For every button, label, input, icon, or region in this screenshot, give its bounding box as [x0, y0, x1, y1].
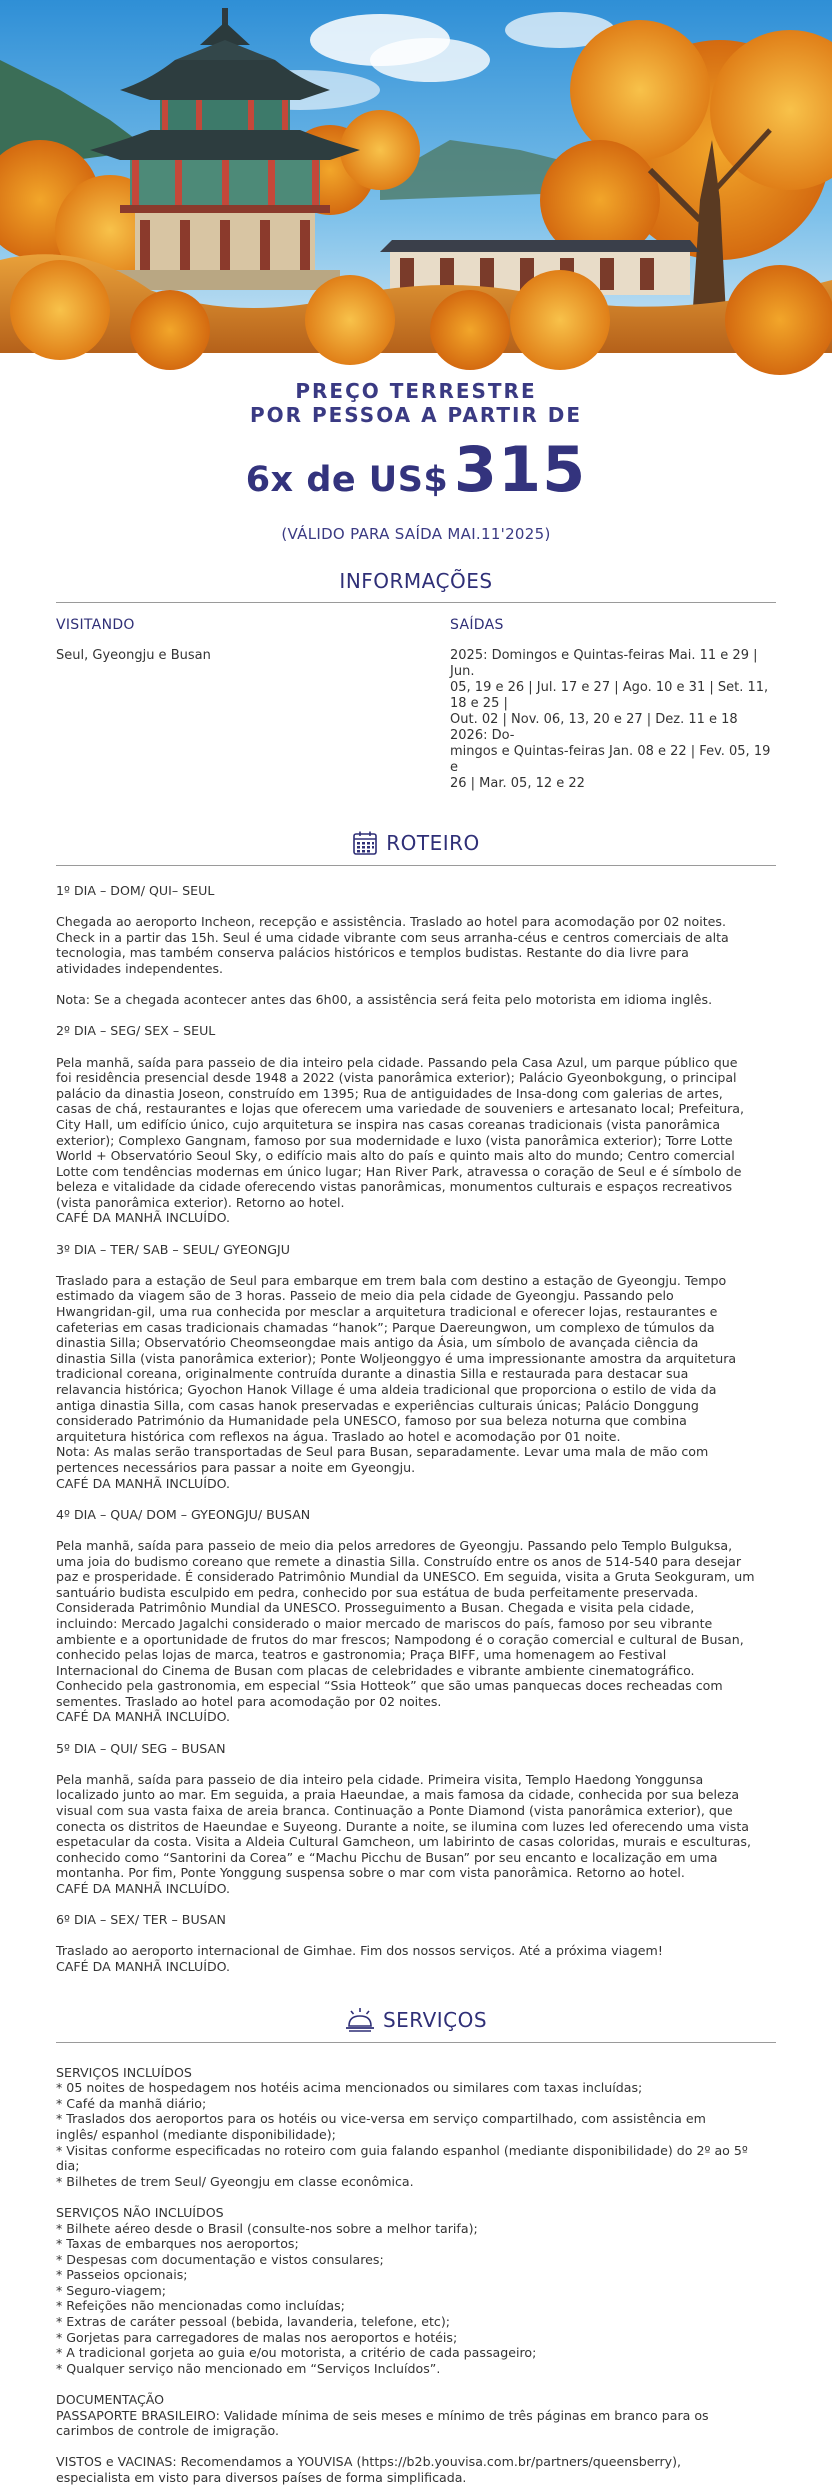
- text-line: Traslado para a estação de Seul para embarque em trem bala com destino a estação de Gyeongju. Tempo: [56, 1272, 727, 1288]
- paragraph: [56, 1055, 776, 1227]
- visiting-label: VISITANDO: [56, 617, 135, 633]
- visiting-column: [56, 617, 450, 792]
- servicos-body: [56, 2065, 776, 2486]
- price-block: [0, 353, 832, 543]
- text-line: VISTOS e VACINAS: Recomendamos a YOUVISA (https://b2b.youvisa.com.br/partners/queensberry),: [56, 2454, 682, 2470]
- departures-line: Out. 02 | Nov. 06, 13, 20 e 27 | Dez. 11 e 18 2026: Do-: [450, 712, 738, 743]
- text-line: (vista panorâmica exterior). Retorno ao hotel.: [56, 1194, 345, 1210]
- text-line: tecnologia, mas também conserva palácios históricos e templos budistas. Restante do dia livre para: [56, 945, 689, 961]
- price-value: [0, 435, 832, 521]
- text-line: inglês/ espanhol (mediante disponibilidade);: [56, 2126, 336, 2142]
- paragraph-spacer: [56, 2376, 776, 2392]
- text-line: CAFÉ DA MANHÃ INCLUÍDO.: [56, 1210, 231, 1226]
- paragraph-spacer: [56, 1897, 776, 1913]
- price-validity-note: (VÁLIDO PARA SAÍDA MAI.11'2025): [281, 525, 551, 543]
- departures-line: 05, 19 e 26 | Jul. 17 e 27 | Ago. 10 e 31 | Set. 11, 18 e 25 |: [450, 680, 769, 711]
- info-grid: [56, 617, 776, 792]
- text-line: casas de chá, restaurantes e lojas que oferecem uma variedade de souveniers e artesanato local; Prefeitura,: [56, 1101, 745, 1117]
- text-line: * Traslados dos aeroportos para os hotéis ou vice-versa em serviço compartilhado, com assistência em: [56, 2111, 706, 2127]
- text-line: ambiente e a oportunidade de frutos do mar frescos; Nampodong é o coração comercial e cultural de Busan,: [56, 1631, 744, 1647]
- price-heading-line-2: POR PESSOA A PARTIR DE: [249, 403, 583, 427]
- text-line: atividades independentes.: [56, 960, 224, 976]
- text-line: Check in a partir das 15h. Seul é uma cidade vibrante com seus arranha-céus e centros comerciais de alta: [56, 929, 729, 945]
- text-line: conecta os distritos de Haeundae e Suyeong. Durante a noite, se ilumina com luzes led oferecendo uma vista: [56, 1818, 749, 1834]
- korean-pavilion-autumn-illustration: [0, 0, 832, 353]
- text-line: Traslado ao aeroporto internacional de Gimhae. Fim dos nossos serviços. Até a próxima viagem!: [56, 1943, 663, 1959]
- price-amount: 315: [453, 433, 587, 506]
- text-line: 6º DIA – SEX/ TER – BUSAN: [56, 1912, 226, 1928]
- paragraph-spacer: [56, 1226, 776, 1242]
- visiting-value: Seul, Gyeongju e Busan: [56, 648, 211, 663]
- paragraph: [56, 1912, 776, 1928]
- paragraph-spacer: [56, 2189, 776, 2205]
- text-line: especialista em visto para diversos países de forma simplificada.: [56, 2470, 467, 2485]
- text-line: Nota: As malas serão transportadas de Seul para Busan, separadamente. Levar uma mala de mão com: [56, 1444, 709, 1460]
- roteiro-section-header: [56, 830, 776, 866]
- departures-line: 2025: Domingos e Quintas-feiras Mai. 11 e 29 | Jun.: [450, 648, 758, 679]
- paragraph-spacer: [56, 2439, 776, 2455]
- text-line: visual com sua vasta faixa de areia branca. Continuação a Ponte Diamond (vista panorâmica exterior), que: [56, 1803, 733, 1819]
- text-line: beleza e vitalidade da cidade oferecendo vistas panorâmicas, monumentos culturais e espaços recreativos: [56, 1179, 733, 1195]
- text-line: * Café da manhã diário;: [56, 2095, 207, 2111]
- price-heading-line-1: PREÇO TERRESTRE: [295, 379, 537, 403]
- room-service-bell-icon: [345, 2007, 375, 2033]
- paragraph-spacer: [56, 1039, 776, 1055]
- text-line: SERVIÇOS NÃO INCLUÍDOS: [56, 2204, 224, 2220]
- paragraph: [56, 1741, 776, 1757]
- text-line: paz e prosperidade. É considerado Patrimônio Mundial da UNESCO. Em seguida, visita a Gruta Seokguram, um: [56, 1569, 755, 1585]
- text-line: * Visitas conforme especificadas no roteiro com guia falando espanhol (mediante disponibilidade) do 2º ao 5º: [56, 2142, 748, 2158]
- text-line: Considerada Patrimônio Mundial da UNESCO. Prosseguimento a Busan. Chegada e visita pela cidade,: [56, 1600, 695, 1616]
- paragraph: [56, 992, 776, 1008]
- paragraph-spacer: [56, 977, 776, 993]
- text-line: montanha. Por fim, Ponte Yonggung suspensa sobre o mar com vista panorâmica. Retorno ao hotel.: [56, 1865, 685, 1881]
- paragraph: [56, 1538, 776, 1725]
- text-line: CAFÉ DA MANHÃ INCLUÍDO.: [56, 1475, 231, 1491]
- text-line: CAFÉ DA MANHÃ INCLUÍDO.: [56, 1881, 231, 1896]
- text-line: 3º DIA – TER/ SAB – SEUL/ GYEONGJU: [56, 1241, 290, 1257]
- text-line: uma joia do budismo coreano que remete a dinastia Silla. Construído entre os anos de 514-540 para desejar: [56, 1553, 742, 1569]
- paragraph: [56, 1507, 776, 1523]
- text-line: localizado junto ao mar. Em seguida, a praia Haeundae, a mais famosa da cidade, conhecida por sua beleza: [56, 1787, 740, 1803]
- departures-value: [450, 648, 776, 792]
- text-line: CAFÉ DA MANHÃ INCLUÍDO.: [56, 1958, 231, 1974]
- text-line: Chegada ao aeroporto Incheon, recepção e assistência. Traslado ao hotel para acomodação por 02 noites.: [56, 914, 726, 930]
- text-line: * 05 noites de hospedagem nos hotéis acima mencionados ou similares com taxas incluídas;: [56, 2080, 643, 2096]
- text-line: 5º DIA – QUI/ SEG – BUSAN: [56, 1740, 226, 1756]
- text-line: 4º DIA – QUA/ DOM – GYEONGJU/ BUSAN: [56, 1506, 311, 1522]
- text-line: carimbos de controle de imigração.: [56, 2423, 280, 2439]
- paragraph-spacer: [56, 1257, 776, 1273]
- text-line: incluindo: Mercado Jagalchi considerado o maior mercado de mariscos do país, famoso por seu vibrante: [56, 1615, 713, 1631]
- text-line: City Hall, um edifício único, cujo arquitetura se inspira nas casas coreanas tradicionais (vista panorâmica: [56, 1116, 721, 1132]
- text-line: estimado da viagem são de 3 horas. Passeio de meio dia pela cidade de Gyeongju. Passando pelo: [56, 1288, 674, 1304]
- text-line: santuário budista esculpido em pedra, conhecido por sua estátua de buda perfeitamente preservada.: [56, 1584, 699, 1600]
- departures-line: 26 | Mar. 05, 12 e 22: [450, 776, 585, 791]
- info-section-header: [56, 569, 776, 603]
- paragraph: [56, 1242, 776, 1258]
- text-line: 2º DIA – SEG/ SEX – SEUL: [56, 1023, 216, 1039]
- text-line: Hwangridan-gil, uma rua conhecida por mesclar a arquitetura tradicional e oferecer lojas, restaurantes e: [56, 1304, 718, 1320]
- departures-line: mingos e Quintas-feiras Jan. 08 e 22 | Fev. 05, 19 e: [450, 744, 771, 775]
- paragraph-spacer: [56, 1756, 776, 1772]
- paragraph: [56, 914, 776, 976]
- calendar-icon: [352, 830, 378, 856]
- text-line: Pela manhã, saída para passeio de dia inteiro pela cidade. Passando pela Casa Azul, um parque público que: [56, 1054, 738, 1070]
- text-line: palácio da dinastia Joseon, construído em 1395; Rua de antiguidades de Insa-dong com galerias de artes,: [56, 1085, 723, 1101]
- text-line: Lotte com tendências modernas em único lugar; Han River Park, atravessa o coração de Seul e é símbolo de: [56, 1163, 742, 1179]
- servicos-section-header: [56, 2007, 776, 2043]
- text-line: PASSAPORTE BRASILEIRO: Validade mínima de seis meses e mínimo de três páginas em branco para os: [56, 2407, 709, 2423]
- paragraph-spacer: [56, 1725, 776, 1741]
- text-line: Conhecido pela gastronomia, em especial “Ssia Hotteok” que são umas panquecas doces recheadas com: [56, 1678, 723, 1694]
- hero-image: [0, 0, 832, 353]
- departures-label: SAÍDAS: [450, 617, 504, 633]
- paragraph-spacer: [56, 1522, 776, 1538]
- text-line: antiga dinastia Silla, com casas hanok preservadas e experiências culturais únicas; Palácio Donggung: [56, 1397, 699, 1413]
- roteiro-body: [56, 883, 776, 1975]
- text-line: Pela manhã, saída para passeio de meio dia pelos arredores de Gyeongju. Passando pelo Templo Bulguksa,: [56, 1537, 733, 1553]
- text-line: dinastia Silla; Observatório Cheomseongdae mais antigo da Ásia, um símbolo de avançada ciência da: [56, 1335, 699, 1351]
- paragraph: [56, 1023, 776, 1039]
- text-line: * Gorjetas para carregadores de malas nos aeroportos e hotéis;: [56, 2329, 458, 2345]
- paragraph-spacer: [56, 899, 776, 915]
- text-line: foi residência presencial desde 1948 a 2022 (vista panorâmica exterior); Palácio Gyeonbokgung, o principal: [56, 1070, 737, 1086]
- text-line: espetacular da costa. Visita a Aldeia Cultural Gamcheon, um labirinto de casas coloridas, murais e esculturas,: [56, 1834, 751, 1850]
- paragraph-spacer: [56, 1491, 776, 1507]
- servicos-title: SERVIÇOS: [382, 2007, 488, 2032]
- paragraph: [56, 1943, 776, 1974]
- paragraph: [56, 1273, 776, 1491]
- paragraph-spacer: [56, 1928, 776, 1944]
- text-line: CAFÉ DA MANHÃ INCLUÍDO.: [56, 1709, 231, 1725]
- paragraph: [56, 883, 776, 899]
- text-line: * Taxas de embarques nos aeroportos;: [56, 2236, 299, 2252]
- text-line: * Bilhetes de trem Seul/ Gyeongju em classe econômica.: [56, 2173, 414, 2189]
- text-line: dinastia Silla (vista panorâmica exterior); Ponte Woljeonggyo é uma impressionante amostra da arquitetura: [56, 1350, 737, 1366]
- info-title: INFORMAÇÕES: [339, 569, 493, 593]
- paragraph: [56, 1772, 776, 1897]
- price-prefix: 6x de US$: [245, 460, 449, 500]
- text-line: 1º DIA – DOM/ QUI– SEUL: [56, 883, 215, 898]
- text-line: Pela manhã, saída para passeio de dia inteiro pela cidade. Primeira visita, Templo Haedong Yonggunsa: [56, 1771, 704, 1787]
- text-line: SERVIÇOS INCLUÍDOS: [56, 2064, 192, 2080]
- paragraph: [56, 2392, 776, 2439]
- text-line: World + Observatório Seoul Sky, o edifício mais alto do país e quinto mais alto do mundo; Centro comercial: [56, 1148, 735, 1164]
- text-line: * Refeições não mencionadas como incluídas;: [56, 2298, 345, 2314]
- text-line: sementes. Traslado ao hotel para acomodação por 02 noites.: [56, 1693, 442, 1709]
- text-line: * Qualquer serviço não mencionado em “Serviços Incluídos”.: [56, 2360, 441, 2376]
- roteiro-title: ROTEIRO: [386, 831, 480, 855]
- text-line: dia;: [56, 2158, 80, 2174]
- text-line: relavancia histórica; Gyochon Hanok Village é uma aldeia tradicional que proporciona o estilo de vida da: [56, 1382, 717, 1397]
- text-line: * Extras de caráter pessoal (bebida, lavanderia, telefone, etc);: [56, 2314, 450, 2330]
- text-line: cafeterias em casas tradicionais chamadas “hanok”; Parque Daereungwon, um complexo de túmulos da: [56, 1319, 715, 1335]
- paragraph: [56, 2454, 776, 2485]
- text-line: conhecido pelas lojas de marca, teatros e gastronomia; Praça BIFF, uma homenagem ao Festival: [56, 1647, 667, 1663]
- paragraph-spacer: [56, 1008, 776, 1024]
- text-line: * Passeios opcionais;: [56, 2267, 188, 2283]
- text-line: * Seguro-viagem;: [56, 2282, 166, 2298]
- text-line: arquitetura histórica com reflexos na água. Traslado ao hotel e acomodação por 01 noite.: [56, 1428, 621, 1444]
- text-line: exterior); Complexo Gangnam, famoso por sua modernidade e luxo (vista panorâmica exterior); Torre Lotte: [56, 1132, 733, 1148]
- text-line: * Despesas com documentação e vistos consulares;: [56, 2251, 384, 2267]
- text-line: Internacional do Cinema de Busan com placas de celebridades e vibrante ambiente cinematográfico.: [56, 1662, 695, 1678]
- text-line: Nota: Se a chegada acontecer antes das 6h00, a assistência será feita pelo motorista em idioma inglês.: [56, 992, 713, 1008]
- text-line: DOCUMENTAÇÃO: [56, 2392, 165, 2408]
- text-line: pertences necessários para passar a noite em Gyeongju.: [56, 1459, 416, 1475]
- text-line: * A tradicional gorjeta ao guia e/ou motorista, a critério de cada passageiro;: [56, 2345, 537, 2361]
- text-line: considerado Património da Humanidade pela UNESCO, famoso por sua beleza noturna que combina: [56, 1413, 687, 1429]
- departures-column: [450, 617, 776, 792]
- text-line: * Bilhete aéreo desde o Brasil (consulte-nos sobre a melhor tarifa);: [56, 2220, 478, 2236]
- paragraph: [56, 2205, 776, 2377]
- paragraph: [56, 2065, 776, 2190]
- text-line: tradicional coreana, originalmente contruída durante a dinastia Silla e restaurada para destacar sua: [56, 1366, 689, 1382]
- text-line: conhecido como “Santorini da Corea” e “Machu Picchu de Busan” por seu encanto e localização em uma: [56, 1849, 718, 1865]
